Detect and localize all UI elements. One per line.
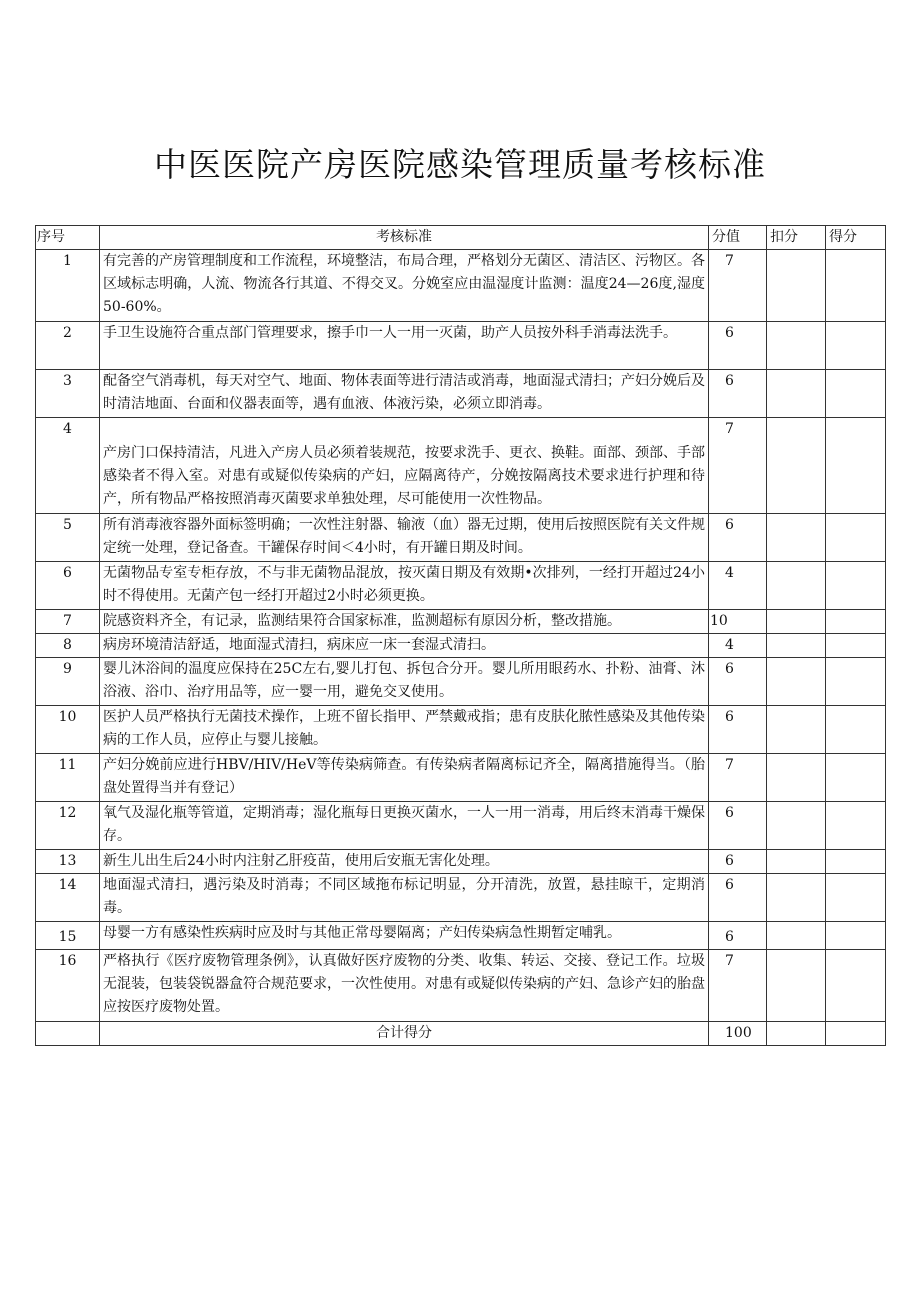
row-no: 9	[36, 658, 100, 706]
header-deduct: 扣分	[767, 226, 826, 250]
table-row	[36, 370, 886, 418]
table-row	[36, 418, 886, 514]
table-row	[36, 802, 886, 850]
row-score-cell[interactable]	[826, 322, 886, 370]
row-score-cell[interactable]	[826, 706, 886, 754]
table-row	[36, 706, 886, 754]
row-deduct-cell[interactable]	[767, 250, 826, 322]
row-no: 8	[36, 634, 100, 658]
row-no: 5	[36, 514, 100, 562]
row-no: 1	[36, 250, 100, 322]
row-deduct-cell[interactable]	[767, 874, 826, 922]
total-no-cell	[36, 1022, 100, 1046]
row-standard: 氧气及湿化瓶等管道，定期消毒；湿化瓶每日更换灭菌水，一人一用一消毒，用后终末消毒干燥保存。	[100, 802, 709, 850]
row-score-cell[interactable]	[826, 850, 886, 874]
row-value: 6	[709, 322, 767, 370]
row-deduct-cell[interactable]	[767, 418, 826, 514]
row-score-cell[interactable]	[826, 922, 886, 950]
row-standard: 配备空气消毒机，每天对空气、地面、物体表面等进行清洁或消毒，地面湿式清扫；产妇分娩后及时清洁地面、台面和仪器表面等，遇有血液、体液污染，必须立即消毒。	[100, 370, 709, 418]
row-deduct-cell[interactable]	[767, 514, 826, 562]
row-deduct-cell[interactable]	[767, 922, 826, 950]
row-no: 6	[36, 562, 100, 610]
row-score-cell[interactable]	[826, 250, 886, 322]
total-label: 合计得分	[100, 1022, 709, 1046]
table-row	[36, 658, 886, 706]
row-score-cell[interactable]	[826, 370, 886, 418]
row-standard: 医护人员严格执行无菌技术操作，上班不留长指甲、严禁戴戒指；患有皮肤化脓性感染及其他传染病的工作人员，应停止与婴儿接触。	[100, 706, 709, 754]
row-no: 16	[36, 950, 100, 1022]
table-row	[36, 610, 886, 634]
row-standard: 母婴一方有感染性疾病时应及时与其他正常母婴隔离；产妇传染病急性期暂定哺乳。	[100, 922, 709, 950]
row-standard: 病房环境清洁舒适，地面湿式清扫，病床应一床一套湿式清扫。	[100, 634, 709, 658]
row-standard: 所有消毒液容器外面标签明确；一次性注射器、输液（血）器无过期，使用后按照医院有关文件规定统一处理，登记备查。干罐保存时间＜4小时，有开罐日期及时间。	[100, 514, 709, 562]
row-value: 7	[709, 950, 767, 1022]
row-value: 6	[709, 706, 767, 754]
row-standard: 无菌物品专室专柜存放，不与非无菌物品混放，按灭菌日期及有效期•次排列，一经打开超过24小时不得使用。无菌产包一经打开超过2小时必须更换。	[100, 562, 709, 610]
row-score-cell[interactable]	[826, 658, 886, 706]
row-value: 6	[709, 874, 767, 922]
row-standard: 婴儿沐浴间的温度应保持在25C左右,婴儿打包、拆包合分开。婴儿所用眼药水、扑粉、油膏、沐浴液、浴巾、治疗用品等，应一婴一用，避免交叉使用。	[100, 658, 709, 706]
table-row	[36, 322, 886, 370]
total-value: 100	[709, 1022, 767, 1046]
row-deduct-cell[interactable]	[767, 706, 826, 754]
row-deduct-cell[interactable]	[767, 802, 826, 850]
row-no: 14	[36, 874, 100, 922]
row-value: 6	[709, 850, 767, 874]
row-deduct-cell[interactable]	[767, 658, 826, 706]
row-deduct-cell[interactable]	[767, 850, 826, 874]
row-score-cell[interactable]	[826, 610, 886, 634]
row-deduct-cell[interactable]	[767, 754, 826, 802]
table-header-row	[36, 226, 886, 250]
row-score-cell[interactable]	[826, 562, 886, 610]
row-value: 6	[709, 802, 767, 850]
table-row	[36, 754, 886, 802]
row-score-cell[interactable]	[826, 634, 886, 658]
row-deduct-cell[interactable]	[767, 950, 826, 1022]
row-deduct-cell[interactable]	[767, 610, 826, 634]
row-value: 6	[709, 658, 767, 706]
total-deduct-cell[interactable]	[767, 1022, 826, 1046]
page-title: 中医医院产房医院感染管理质量考核标准	[154, 145, 766, 185]
assessment-table	[35, 225, 886, 1046]
header-value: 分值	[709, 226, 767, 250]
row-standard: 手卫生设施符合重点部门管理要求，擦手巾一人一用一灭菌，助产人员按外科手消毒法洗手。	[100, 322, 709, 370]
header-score: 得分	[826, 226, 886, 250]
row-deduct-cell[interactable]	[767, 322, 826, 370]
row-score-cell[interactable]	[826, 874, 886, 922]
table-row	[36, 950, 886, 1022]
row-no: 4	[36, 418, 100, 514]
row-no: 12	[36, 802, 100, 850]
row-no: 10	[36, 706, 100, 754]
row-value: 7	[709, 418, 767, 514]
row-value: 6	[709, 922, 767, 950]
row-standard: 地面湿式清扫，遇污染及时消毒；不同区域拖布标记明显，分开清洗，放置，悬挂晾干，定期消毒。	[100, 874, 709, 922]
table-row	[36, 874, 886, 922]
table-row	[36, 514, 886, 562]
row-no: 3	[36, 370, 100, 418]
table-row	[36, 562, 886, 610]
table-row	[36, 850, 886, 874]
row-no: 13	[36, 850, 100, 874]
table-row	[36, 922, 886, 950]
row-value: 6	[709, 370, 767, 418]
row-standard: 产房门口保持清洁，凡进入产房人员必须着装规范，按要求洗手、更衣、换鞋。面部、颈部、手部感染者不得入室。对患有或疑似传染病的产妇，应隔离待产，分娩按隔离技术要求进行护理和待产，所有物品严格按照消毒灭菌要求单独处理，尽可能使用一次性物品。	[100, 418, 709, 514]
row-value: 6	[709, 514, 767, 562]
row-value: 4	[709, 562, 767, 610]
row-value: 4	[709, 634, 767, 658]
row-score-cell[interactable]	[826, 418, 886, 514]
row-score-cell[interactable]	[826, 802, 886, 850]
row-standard: 严格执行《医疗废物管理条例》，认真做好医疗废物的分类、收集、转运、交接、登记工作。垃圾无混装，包装袋锐器盒符合规范要求，一次性使用。对患有或疑似传染病的产妇、急诊产妇的胎盘应按医疗废物处置。	[100, 950, 709, 1022]
row-no: 15	[36, 922, 100, 950]
table-row	[36, 634, 886, 658]
header-no: 序号	[36, 226, 100, 250]
row-deduct-cell[interactable]	[767, 370, 826, 418]
row-no: 2	[36, 322, 100, 370]
header-standard: 考核标准	[100, 226, 709, 250]
row-standard: 院感资料齐全，有记录，监测结果符合国家标准，监测超标有原因分析，整改措施。	[100, 610, 709, 634]
row-value: 10	[709, 610, 767, 634]
row-value: 7	[709, 250, 767, 322]
row-value: 7	[709, 754, 767, 802]
row-standard: 新生儿出生后24小时内注射乙肝疫苗，使用后安瓶无害化处理。	[100, 850, 709, 874]
row-score-cell[interactable]	[826, 514, 886, 562]
row-deduct-cell[interactable]	[767, 634, 826, 658]
row-deduct-cell[interactable]	[767, 562, 826, 610]
row-standard: 产妇分娩前应进行HBV/HIV/HeV等传染病筛查。有传染病者隔离标记齐全，隔离措施得当。（胎盘处置得当并有登记）	[100, 754, 709, 802]
row-no: 7	[36, 610, 100, 634]
total-row	[36, 1022, 886, 1046]
table-row	[36, 250, 886, 322]
row-no: 11	[36, 754, 100, 802]
total-score-cell[interactable]	[826, 1022, 886, 1046]
row-standard: 有完善的产房管理制度和工作流程，环境整洁，布局合理，严格划分无菌区、清洁区、污物区。各区域标志明确，人流、物流各行其道、不得交叉。分娩室应由温湿度计监测：温度24—26度,湿度50-60%。	[100, 250, 709, 322]
row-score-cell[interactable]	[826, 754, 886, 802]
row-score-cell[interactable]	[826, 950, 886, 1022]
